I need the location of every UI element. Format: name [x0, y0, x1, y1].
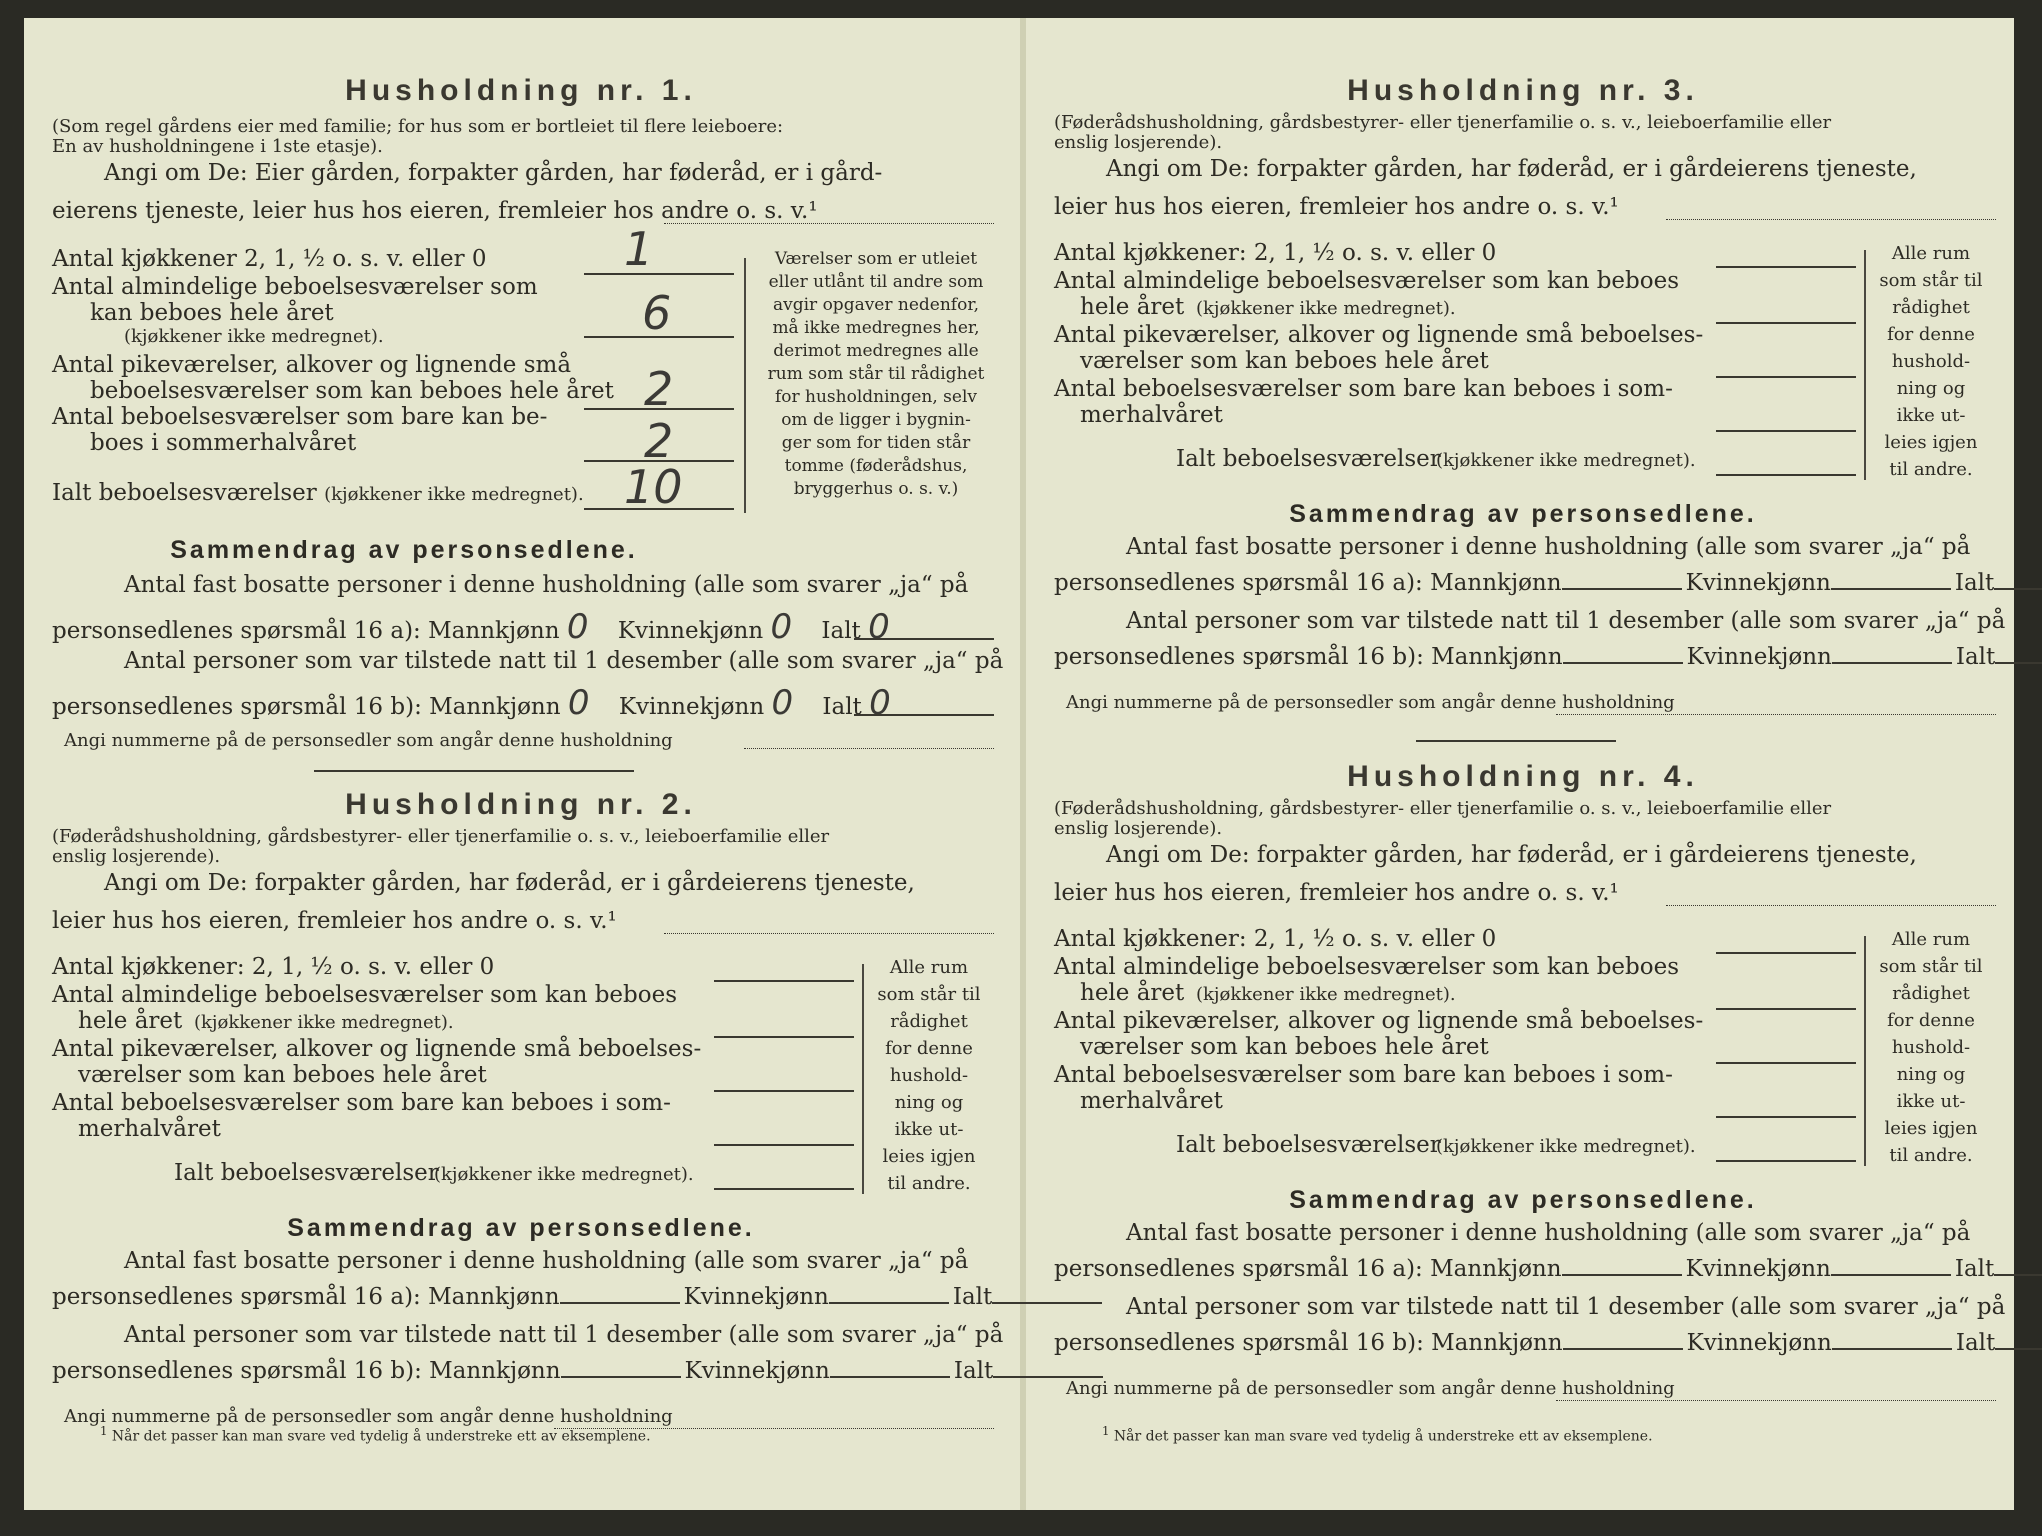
summary-16b-female-label: Kvinnekjønn [1686, 644, 1832, 670]
household-2-side-note [864, 954, 994, 1197]
household-4-subtitle-1: (Føderådshusholdning, gårdsbestyrer- eller tjenerfamilie o. s. v., leieboerfamilie eller [1054, 798, 1832, 819]
household-3-total-rooms-note: (kjøkkener ikke medregnet). [1436, 450, 1696, 471]
summary-16a-male-value: 0 [566, 607, 589, 647]
summary-16b-total-field[interactable] [1995, 1348, 2042, 1350]
side-note-line: ikke ut- [1896, 1091, 1966, 1112]
household-3-ask-answer-line[interactable] [1666, 219, 1996, 220]
summary-16a-female-field[interactable] [1831, 1274, 1951, 1276]
household-1-ask-2: eierens tjeneste, leier hus hos eieren, fremleier hos andre o. s. v.¹ [52, 198, 818, 224]
side-note-line: Alle rum [889, 957, 969, 978]
household-2-ask-2: leier hus hos eieren, fremleier hos andre o. s. v.¹ [52, 908, 617, 934]
numbers-label: Angi nummerne på de personsedler som angår denne husholdning [64, 730, 673, 751]
summary-16b-male-label: personsedlenes spørsmål 16 b): Mannkjønn [52, 694, 561, 720]
household-4-ordinary-rooms-label-1: Antal almindelige beboelsesværelser som kan beboes [1054, 954, 1680, 980]
summary-16a-total-label: Ialt [952, 1284, 993, 1310]
household-3-summary-title: Sammendrag av personsedlene. [1289, 500, 1757, 528]
household-4-numbers-field[interactable] [1556, 1400, 1996, 1401]
side-note-line: til andre. [1889, 459, 1973, 480]
household-2-ask-1: Angi om De: forpakter gården, har føderåd, er i gårdeierens tjeneste, [104, 870, 915, 896]
summary-16a-female-field[interactable] [829, 1302, 949, 1304]
summary-16a-male-label: personsedlenes spørsmål 16 a): Mannkjønn [1054, 570, 1562, 596]
household-2-total-rooms-field[interactable] [714, 1188, 854, 1190]
side-note-line: ger som for tiden står [781, 433, 971, 453]
household-4-subtitle-2: enslig losjerende). [1054, 818, 1223, 839]
household-2-maid-rooms-field[interactable] [714, 1090, 854, 1092]
section-separator [314, 770, 634, 772]
household-4-ordinary-rooms-note: (kjøkkener ikke medregnet). [1196, 984, 1456, 1005]
summary-16a-female-field[interactable] [1831, 588, 1951, 590]
household-3-ordinary-rooms-field[interactable] [1716, 322, 1856, 324]
summary-16a-female-label: Kvinnekjønn [617, 618, 764, 644]
total-rooms-text: Ialt beboelsesværelser [52, 480, 317, 506]
household-1-ask-1: Angi om De: Eier gården, forpakter gården, har føderåd, er i gård- [104, 160, 883, 186]
side-note-line: for denne [1887, 1010, 1975, 1031]
household-2-kitchens-field[interactable] [714, 980, 854, 982]
summer-rooms-label-1: Antal beboelsesværelser som bare kan be- [52, 404, 548, 430]
household-3-ordinary-rooms-label-2: hele året [1080, 294, 1185, 320]
summer-rooms-value: 2 [644, 414, 674, 468]
household-4-ordinary-rooms-field[interactable] [1716, 1008, 1856, 1010]
kitchens-field[interactable] [584, 273, 734, 275]
summary-16b-total-label: Ialt [953, 1358, 994, 1384]
side-note-line: ikke ut- [1896, 405, 1966, 426]
side-note-line: Værelser som er utleiet [774, 249, 978, 269]
household-3-summary-16b-row [1054, 644, 2042, 670]
household-3-numbers-field[interactable] [1556, 714, 1996, 715]
summary-16a-row [52, 607, 890, 647]
household-2-ordinary-rooms-note: (kjøkkener ikke medregnet). [194, 1012, 454, 1033]
side-note-line: rådighet [1892, 983, 1970, 1004]
household-2-subtitle-2: enslig losjerende). [52, 846, 221, 867]
household-4-ask-answer-line[interactable] [1666, 905, 1996, 906]
household-3-summer-rooms-field[interactable] [1716, 430, 1856, 432]
summary-16b-female-label: Kvinnekjønn [684, 1358, 830, 1384]
summary-16b-total-value: 0 [869, 683, 891, 723]
side-note-line: rådighet [890, 1011, 968, 1032]
summary-16a-male-label: personsedlenes spørsmål 16 a): Mannkjønn [52, 618, 560, 644]
summary-16b-male-value: 0 [567, 683, 590, 723]
summary-16b-male-label: personsedlenes spørsmål 16 b): Mannkjønn [1054, 1330, 1563, 1356]
household-4-summary-16b-intro: Antal personer som var tilstede natt til 1 desember (alle som svarer „ja“ på [1126, 1294, 2006, 1320]
summary-16a-total-label: Ialt [821, 618, 861, 644]
side-note-line: leies igjen [1884, 1118, 1978, 1139]
left-footnote [100, 1424, 651, 1445]
household-4-summer-rooms-field[interactable] [1716, 1116, 1856, 1118]
ask-answer-line[interactable] [664, 223, 994, 224]
summer-rooms-label-2: boes i sommerhalvåret [90, 430, 357, 456]
side-note-line: derimot medregnes alle [773, 341, 979, 361]
household-3-total-rooms-field[interactable] [1716, 474, 1856, 476]
household-3-summer-rooms-label-2: merhalvåret [1080, 402, 1223, 428]
summary-16a-male-field[interactable] [1562, 588, 1682, 590]
household-2-subtitle-1: (Føderådshusholdning, gårdsbestyrer- eller tjenerfamilie o. s. v., leieboerfamilie eller [52, 826, 830, 847]
summary-16a-intro: Antal fast bosatte personer i denne husholdning (alle som svarer „ja“ på [124, 572, 969, 598]
side-note-line: som står til [1879, 956, 1983, 977]
household-4-summer-rooms-label-1: Antal beboelsesværelser som bare kan beboes i som- [1054, 1062, 1673, 1088]
side-note-line: til andre. [1889, 1145, 1973, 1166]
summary-16b-total-label: Ialt [822, 694, 862, 720]
household-2-title: Husholdning nr. 2. [345, 788, 697, 821]
ordinary-rooms-label-1: Antal almindelige beboelsesværelser som [52, 274, 538, 300]
household-3-side-note [1866, 240, 1996, 483]
summary-16a-total-field[interactable] [1994, 588, 2042, 590]
household-4-kitchens-label: Antal kjøkkener: 2, 1, ½ o. s. v. eller 0 [1054, 926, 1497, 952]
total-rooms-value: 10 [624, 460, 683, 514]
household-4-maid-rooms-label-1: Antal pikeværelser, alkover og lignende små beboelses- [1054, 1008, 1704, 1034]
summary-16b-row [52, 683, 891, 723]
household-3-numbers-label: Angi nummerne på de personsedler som angår denne husholdning [1066, 692, 1675, 713]
household-2-ordinary-rooms-label-2: hele året [78, 1008, 183, 1034]
household-3-title: Husholdning nr. 3. [1347, 74, 1699, 107]
summary-16a-female-label: Kvinnekjønn [1685, 570, 1831, 596]
summary-16a-total-label: Ialt [1954, 1256, 1995, 1282]
footnote-text: Når det passer kan man svare ved tydelig å understreke ett av eksemplene. [1113, 1428, 1653, 1445]
household-3-summer-rooms-label-1: Antal beboelsesværelser som bare kan beboes i som- [1054, 376, 1673, 402]
side-note-line: hushold- [1891, 351, 1971, 372]
side-note-line: for denne [1887, 324, 1975, 345]
kitchens-label: Antal kjøkkener 2, 1, ½ o. s. v. eller 0 [52, 246, 487, 272]
summary-16a-female-value: 0 [770, 607, 793, 647]
ordinary-rooms-label-2: kan beboes hele året [90, 300, 334, 326]
household-3-maid-rooms-field[interactable] [1716, 376, 1856, 378]
ordinary-rooms-note: (kjøkkener ikke medregnet). [124, 326, 384, 347]
summary-16b-total-field[interactable] [1995, 662, 2042, 664]
side-note-line: leies igjen [882, 1146, 976, 1167]
household-1-subtitle-1: (Som regel gårdens eier med familie; for hus som er bortleiet til flere leieboere: [52, 116, 784, 137]
household-4-summary-16b-row [1054, 1330, 2042, 1356]
household-3-ordinary-rooms-label-1: Antal almindelige beboelsesværelser som kan beboes [1054, 268, 1680, 294]
summary-16b-female-field[interactable] [1832, 662, 1952, 664]
household-3-ordinary-rooms-note: (kjøkkener ikke medregnet). [1196, 298, 1456, 319]
household-4-total-rooms-field[interactable] [1716, 1160, 1856, 1162]
side-note-line: til andre. [887, 1173, 971, 1194]
household-2-total-rooms-note: (kjøkkener ikke medregnet). [434, 1164, 694, 1185]
side-note-line: Alle rum [1891, 243, 1971, 264]
side-note-line: må ikke medregnes her, [772, 318, 980, 338]
household-1-side-note [746, 248, 1006, 501]
household-4-total-rooms-label: Ialt beboelsesværelser [1176, 1132, 1441, 1158]
footnote-text: Når det passer kan man svare ved tydelig å understreke ett av eksemplene. [111, 1428, 651, 1445]
household-4-total-rooms-note: (kjøkkener ikke medregnet). [1436, 1136, 1696, 1157]
household-2-summary-16a-row [52, 1284, 1106, 1310]
side-note-line: for husholdningen, selv [774, 387, 978, 407]
side-note-line: rådighet [1892, 297, 1970, 318]
household-1-subtitle-2: En av husholdningene i 1ste etasje). [52, 136, 383, 157]
summary-16a-female-label: Kvinnekjønn [1685, 1256, 1831, 1282]
summary-16b-total-field[interactable] [854, 714, 994, 716]
household-3-subtitle-2: enslig losjerende). [1054, 132, 1223, 153]
summary-16b-female-label: Kvinnekjønn [618, 694, 765, 720]
side-note-line: ning og [1896, 1064, 1966, 1085]
household-4-summary-16a-intro: Antal fast bosatte personer i denne husholdning (alle som svarer „ja“ på [1126, 1220, 1971, 1246]
summary-16b-female-value: 0 [771, 683, 794, 723]
summary-16a-male-field[interactable] [1562, 1274, 1682, 1276]
household-2-summer-rooms-label-2: merhalvåret [78, 1116, 221, 1142]
summary-16b-female-label: Kvinnekjønn [1686, 1330, 1832, 1356]
summary-16b-male-label: personsedlenes spørsmål 16 b): Mannkjønn [52, 1358, 561, 1384]
household-3-total-rooms-label: Ialt beboelsesværelser [1176, 446, 1441, 472]
side-note-line: hushold- [889, 1065, 969, 1086]
household-3-maid-rooms-label-2: værelser som kan beboes hele året [1080, 348, 1489, 374]
household-2-summer-rooms-label-1: Antal beboelsesværelser som bare kan beboes i som- [52, 1090, 671, 1116]
household-2-summary-16b-row [52, 1358, 1107, 1384]
household-3-summary-16b-intro: Antal personer som var tilstede natt til 1 desember (alle som svarer „ja“ på [1126, 608, 2006, 634]
side-note-line: ning og [1896, 378, 1966, 399]
household-4-numbers-label: Angi nummerne på de personsedler som angår denne husholdning [1066, 1378, 1675, 1399]
side-note-line: eller utlånt til andre som [768, 272, 984, 292]
maid-rooms-label-2: beboelsesværelser som kan beboes hele året [90, 378, 614, 404]
summary-16b-total-label: Ialt [1955, 1330, 1996, 1356]
footnote-mark: 1 [100, 1424, 108, 1438]
household-4-summer-rooms-label-2: merhalvåret [1080, 1088, 1223, 1114]
side-note-line: avgir opgaver nedenfor, [772, 295, 979, 315]
household-3-kitchens-field[interactable] [1716, 266, 1856, 268]
summary-16b-male-field[interactable] [1563, 662, 1683, 664]
right-page [1026, 18, 2020, 1510]
side-note-line: som står til [877, 984, 981, 1005]
summary-16a-female-label: Kvinnekjønn [683, 1284, 829, 1310]
section-separator [1416, 740, 1616, 742]
summary-16b-female-field[interactable] [1832, 1348, 1952, 1350]
total-rooms-label [52, 480, 584, 506]
summary-16a-total-field[interactable] [1994, 1274, 2042, 1276]
household-3-kitchens-label: Antal kjøkkener: 2, 1, ½ o. s. v. eller 0 [1054, 240, 1497, 266]
household-2-summary-16b-intro: Antal personer som var tilstede natt til 1 desember (alle som svarer „ja“ på [124, 1322, 1004, 1348]
side-note-line: ikke ut- [894, 1119, 964, 1140]
summary-16a-total-label: Ialt [1954, 570, 1995, 596]
summary-16a-male-field[interactable] [560, 1302, 680, 1304]
total-rooms-note: (kjøkkener ikke medregnet). [324, 484, 584, 505]
household-2-summary-title: Sammendrag av personsedlene. [287, 1214, 755, 1242]
side-note-line: om de ligger i bygnin- [781, 410, 971, 430]
household-2-ask-answer-line[interactable] [664, 933, 994, 934]
household-3-summary-16a-intro: Antal fast bosatte personer i denne husholdning (alle som svarer „ja“ på [1126, 534, 1971, 560]
side-note-line: ning og [894, 1092, 964, 1113]
household-4-ask-2: leier hus hos eieren, fremleier hos andre o. s. v.¹ [1054, 880, 1619, 906]
maid-rooms-label-1: Antal pikeværelser, alkover og lignende små [52, 352, 572, 378]
summary-16a-male-label: personsedlenes spørsmål 16 a): Mannkjønn [52, 1284, 560, 1310]
household-2-numbers-label: Angi nummerne på de personsedler som angår denne husholdning [64, 1406, 673, 1427]
household-4-kitchens-field[interactable] [1716, 952, 1856, 954]
summary-16a-total-value: 0 [868, 607, 890, 647]
household-2-ordinary-rooms-field[interactable] [714, 1036, 854, 1038]
side-note-line: Alle rum [1891, 929, 1971, 950]
household-4-side-note [1866, 926, 1996, 1169]
maid-rooms-value: 2 [644, 362, 674, 416]
household-3-maid-rooms-label-1: Antal pikeværelser, alkover og lignende små beboelses- [1054, 322, 1704, 348]
household-4-maid-rooms-field[interactable] [1716, 1062, 1856, 1064]
numbers-field[interactable] [744, 748, 994, 749]
right-footnote [1102, 1424, 1653, 1445]
household-4-ordinary-rooms-label-2: hele året [1080, 980, 1185, 1006]
household-2-total-rooms-label: Ialt beboelsesværelser [174, 1160, 439, 1186]
household-3-ask-2: leier hus hos eieren, fremleier hos andre o. s. v.¹ [1054, 194, 1619, 220]
summary-16a-total-field[interactable] [854, 638, 994, 640]
summary-16b-male-field[interactable] [1563, 1348, 1683, 1350]
household-4-title: Husholdning nr. 4. [1347, 760, 1699, 793]
left-page [24, 18, 1018, 1510]
summary-16b-intro: Antal personer som var tilstede natt til 1 desember (alle som svarer „ja“ på [124, 648, 1004, 674]
side-note-line: som står til [1879, 270, 1983, 291]
side-note-line: hushold- [1891, 1037, 1971, 1058]
household-1-summary-title: Sammendrag av personsedlene. [170, 536, 638, 564]
household-2-summer-rooms-field[interactable] [714, 1144, 854, 1146]
side-note-line: tomme (føderådshus, [784, 456, 968, 476]
side-note-line: bryggerhus o. s. v.) [793, 479, 959, 499]
ordinary-rooms-value: 6 [642, 286, 672, 340]
household-4-summary-title: Sammendrag av personsedlene. [1289, 1186, 1757, 1214]
household-1-title: Husholdning nr. 1. [345, 74, 697, 107]
kitchens-value: 1 [624, 222, 654, 276]
household-4-ask-1: Angi om De: forpakter gården, har føderåd, er i gårdeierens tjeneste, [1106, 842, 1917, 868]
household-2-summary-16a-intro: Antal fast bosatte personer i denne husholdning (alle som svarer „ja“ på [124, 1248, 969, 1274]
summary-16b-male-field[interactable] [561, 1376, 681, 1378]
side-note-line: leies igjen [1884, 432, 1978, 453]
summary-16b-total-label: Ialt [1955, 644, 1996, 670]
household-2-maid-rooms-label-1: Antal pikeværelser, alkover og lignende små beboelses- [52, 1036, 702, 1062]
summary-16a-male-label: personsedlenes spørsmål 16 a): Mannkjønn [1054, 1256, 1562, 1282]
footnote-mark: 1 [1102, 1424, 1110, 1438]
household-2-kitchens-label: Antal kjøkkener: 2, 1, ½ o. s. v. eller 0 [52, 954, 495, 980]
household-4-maid-rooms-label-2: værelser som kan beboes hele året [1080, 1034, 1489, 1060]
household-3-summary-16a-row [1054, 570, 2042, 596]
summary-16b-male-label: personsedlenes spørsmål 16 b): Mannkjønn [1054, 644, 1563, 670]
household-4-summary-16a-row [1054, 1256, 2042, 1282]
summary-16b-female-field[interactable] [830, 1376, 950, 1378]
household-3-ask-1: Angi om De: forpakter gården, har føderåd, er i gårdeierens tjeneste, [1106, 156, 1917, 182]
household-2-maid-rooms-label-2: værelser som kan beboes hele året [78, 1062, 487, 1088]
household-3-subtitle-1: (Føderådshusholdning, gårdsbestyrer- eller tjenerfamilie o. s. v., leieboerfamilie eller [1054, 112, 1832, 133]
household-2-ordinary-rooms-label-1: Antal almindelige beboelsesværelser som kan beboes [52, 982, 678, 1008]
side-note-line: rum som står til rådighet [767, 364, 985, 384]
side-note-line: for denne [885, 1038, 973, 1059]
